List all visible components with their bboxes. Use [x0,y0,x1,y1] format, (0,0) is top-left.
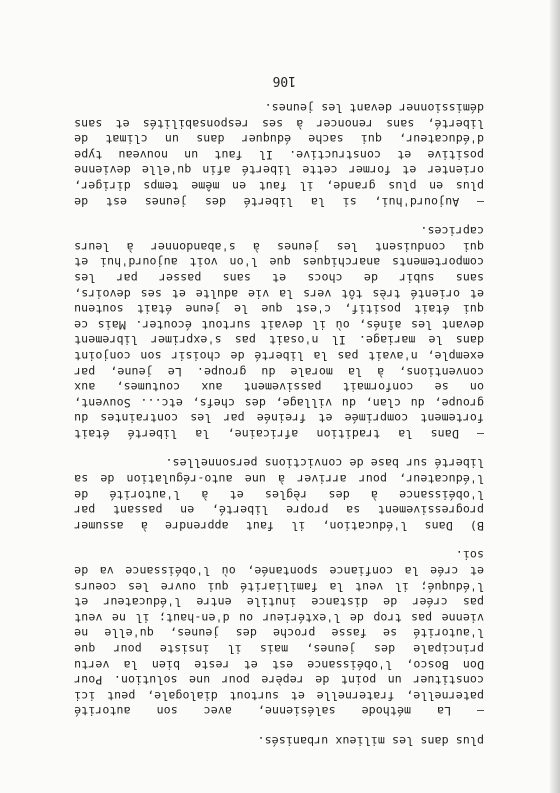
text-line: l'obéissance à des règles et à l'autorité de [74,487,484,502]
text-line: comportements anarchiques que l'on voit aujourd'hui et [74,255,484,270]
text-line: devant les aînés, où il devait surtout écouter. Mais ce [74,317,484,332]
text-line: groupe, du clan, du village, des chefs, etc... Souvent, [74,395,484,410]
text-line: vienne pas trop de l'extérieur ou d'en-haut; il ne veut [74,610,484,625]
text-line: progressivement sa propre liberté, en passant par [74,503,484,518]
paragraph [74,223,484,441]
text-line: fortement comprimée et freinée par les contraintes du [74,411,484,426]
text-line: démissionner devant les jeunes. [264,101,484,116]
text-line: positive et constructive. Il faut un nouveau type [74,147,484,162]
text-line: liberté sur base de convictions personnelles. [165,456,484,471]
text-line: principale des jeunes, mais il insiste pour que [74,642,484,657]
text-line: pas créer de distance inutile entre l'éducateur et [74,595,484,610]
paragraph [74,99,484,208]
text-line: – Dans la tradition africaine, la liberté était [74,426,484,441]
text-line: exemple, n'avait pas la liberté de choisir son conjoint [74,348,484,363]
text-line: plus en plus grande, il faut en même temps diriger, [74,179,484,193]
page-edge-shadow [550,0,560,793]
text-line: qui conduisent les jeunes à s'abandonner à leurs [74,239,484,254]
paragraph-gap [74,533,484,547]
text-line: qui était positif, c'est que le jeune était soutenu [74,302,484,317]
paragraph [74,455,484,533]
paragraph-gap [74,718,484,732]
text-line: orienter et former cette liberté afin qu'elle devienne [74,163,484,178]
body-text [74,99,484,748]
text-line: l'éduqué; il veut la familiarité qui ouvre les coeurs [74,579,484,594]
text-line: dans le mariage. Il n'osait pas s'exprimer librement [74,333,484,348]
paragraph [74,732,484,748]
text-line: soi. [455,548,484,563]
text-line: on se conformait passivement aux coutumes, aux [74,380,484,395]
text-line: l'éducateur, pour arriver à une auto-régulation de sa [74,472,484,487]
text-line: et orienté très tôt vers la vie adulte et ses devoirs, [74,286,484,301]
paragraph [74,547,484,719]
page-number: 106 [272,73,296,88]
text-line: caprices. [420,224,484,239]
text-line: l'autorité se fasse proche des jeunes, qu'elle ne [74,626,484,641]
text-line: – La méthode salésienne, avec son autorité [74,704,484,719]
paragraph-gap [74,441,484,455]
text-line: B) Dans l'éducation, il faut apprendre à assumer [74,518,484,533]
text-line: sans subir de chocs et sans passer par les [74,270,484,285]
text-line: – Aujourd'hui, si la liberté des jeunes est de [74,194,484,209]
text-line: d'éducateur, qui sache éduquer dans un climat de [74,132,484,147]
text-line: paternelle, fraternelle et surtout dialogale, peut ici [74,688,484,703]
text-line: et crée la confiance spontanée, où l'obéissance va de [74,564,484,579]
paragraph-gap [74,209,484,223]
text-line: constituer un point de repère pour une solution. Pour [74,673,484,688]
text-line: Don Bosco, l'obéissance est et reste bien la vertu [74,657,484,672]
text-line: liberté, sans renoncer à ses responsabilités et sans [74,116,484,131]
text-line: plus dans les milieux urbanisés. [257,734,484,748]
text-line: conventions, à la morale du groupe. Le jeune, par [74,364,484,379]
